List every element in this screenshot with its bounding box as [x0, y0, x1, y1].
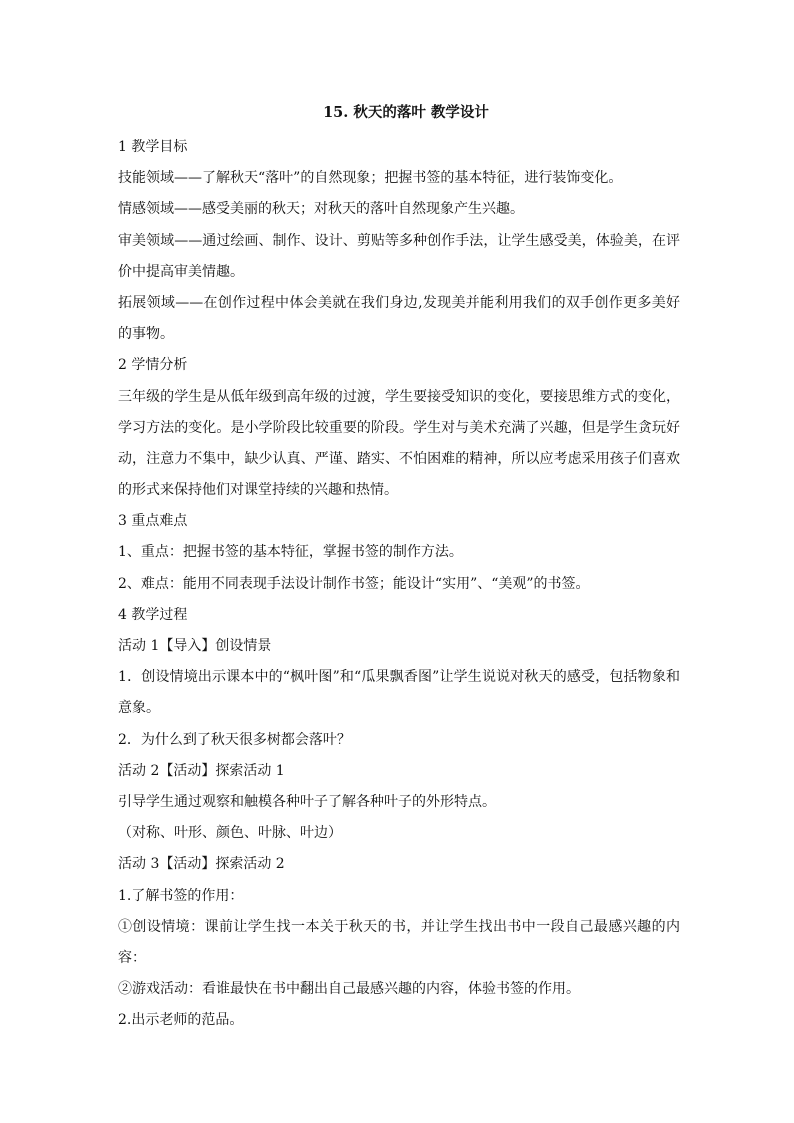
- paragraph-line: 2、难点：能用不同表现手法设计制作书签；能设计“实用”、“美观”的书签。: [118, 575, 590, 592]
- activity-heading: 活动 3【活动】探索活动 2: [118, 856, 285, 873]
- paragraph-line: 的形式来保持他们对课堂持续的兴趣和热情。: [118, 482, 398, 499]
- paragraph-line: 意象。: [118, 700, 160, 717]
- paragraph-line: 的事物。: [118, 326, 174, 343]
- document-page: [118, 100, 680, 1036]
- activity-heading: 活动 2【活动】探索活动 1: [118, 762, 285, 779]
- paragraph-line: 动，注意力不集中，缺少认真、严谨、踏实、不怕困难的精神，所以应考虑采用孩子们喜欢: [118, 450, 680, 467]
- activity-heading: 活动 1【导入】创设情景: [118, 638, 272, 654]
- section-heading-key-points: 3 重点难点: [118, 513, 188, 530]
- paragraph-line: 引导学生通过观察和触模各种叶子了解各种叶子的外形特点。: [118, 793, 496, 810]
- paragraph-line: 价中提高审美情趣。: [118, 263, 244, 280]
- paragraph-line: ②游戏活动：看谁最快在书中翻出自己最感兴趣的内容，体验书签的作用。: [118, 981, 580, 998]
- paragraph-line: 学习方法的变化。是小学阶段比较重要的阶段。学生对与美术充满了兴趣，但是学生贪玩好: [118, 419, 680, 436]
- paragraph-line: （对称、叶形、颜色、叶脉、叶边）: [118, 825, 342, 842]
- section-heading-analysis: 2 学情分析: [118, 357, 188, 374]
- paragraph-line: 拓展领域——在创作过程中体会美就在我们身边,发现美并能利用我们的双手创作更多美好: [118, 294, 680, 311]
- paragraph-line: 三年级的学生是从低年级到高年级的过渡，学生要接受知识的变化，要接思维方式的变化，: [118, 388, 680, 405]
- paragraph-line: 技能领域——了解秋天“落叶”的自然现象；把握书签的基本特征，进行装饰变化。: [118, 170, 623, 187]
- paragraph-line: 容：: [118, 949, 146, 966]
- section-heading-process: 4 教学过程: [118, 606, 188, 623]
- paragraph-line: 1.了解书签的作用：: [118, 887, 244, 904]
- paragraph-line: ①创设情境：课前让学生找一本关于秋天的书，并让学生找出书中一段自己最感兴趣的内: [118, 918, 680, 935]
- section-heading-objectives: 1 教学目标: [118, 139, 188, 155]
- paragraph-line: 审美领域——通过绘画、制作、设计、剪贴等多种创作手法，让学生感受美，体验美，在评: [118, 232, 680, 249]
- paragraph-line: 2.出示老师的范品。: [118, 1012, 244, 1029]
- paragraph-line: 情感领域——感受美丽的秋天；对秋天的落叶自然现象产生兴趣。: [118, 201, 524, 218]
- paragraph-line: 1、重点：把握书签的基本特征，掌握书签的制作方法。: [118, 544, 463, 561]
- paragraph-line: 1．创设情境出示课本中的“枫叶图”和“瓜果飘香图”让学生说说对秋天的感受，包括物象和: [118, 669, 680, 686]
- paragraph-line: 2．为什么到了秋天很多树都会落叶？: [118, 731, 351, 748]
- document-title: 15. 秋天的落叶 教学设计: [323, 104, 489, 121]
